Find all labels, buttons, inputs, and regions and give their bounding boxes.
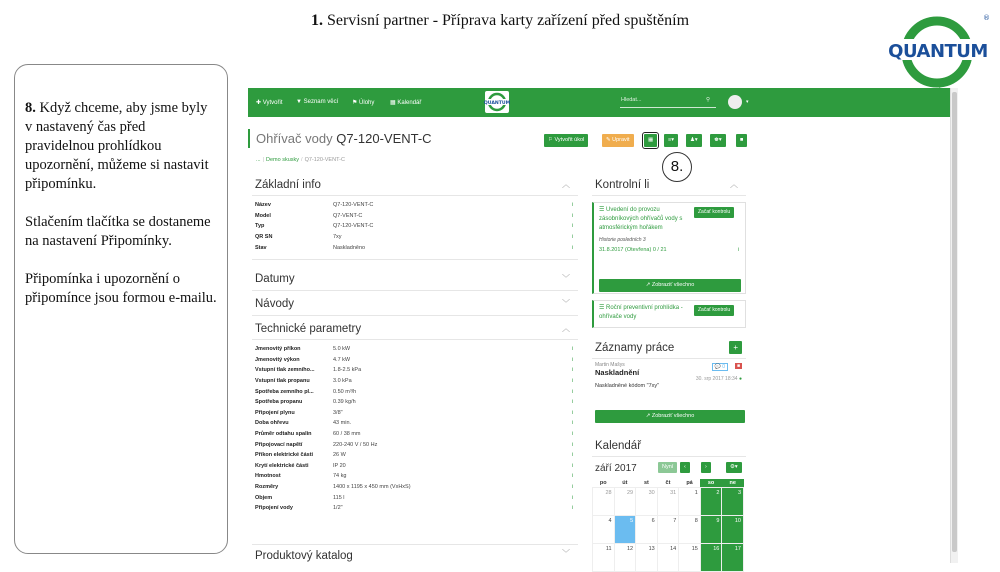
calendar-day[interactable]: 10 bbox=[722, 515, 744, 543]
tech-params-pane bbox=[252, 320, 578, 514]
param-name: Stav bbox=[255, 244, 267, 251]
app-screenshot bbox=[248, 88, 950, 563]
record-datetime: 30. srp 2017 18:34 ● bbox=[695, 376, 742, 382]
slide-title: 1. Servisní partner - Příprava karty zařízení před spuštěním bbox=[310, 12, 690, 29]
weekday-header: pá bbox=[686, 479, 693, 486]
param-name: Vstupní tlak propanu bbox=[255, 378, 310, 385]
chevron-down-icon[interactable]: ﹀ bbox=[562, 274, 570, 283]
svg-text:QUANTUM: QUANTUM bbox=[888, 41, 988, 62]
table-row bbox=[255, 221, 573, 232]
calendar-day[interactable]: 7 bbox=[657, 515, 679, 543]
page-title: Ohřívač vody Q7-120-VENT-C bbox=[256, 131, 432, 146]
catalog-pane[interactable]: Produktový katalog ﹀ bbox=[252, 544, 578, 565]
table-row bbox=[255, 492, 573, 503]
calendar-day[interactable]: 31 bbox=[657, 487, 679, 515]
calendar-day[interactable]: 15 bbox=[679, 543, 701, 571]
guides-pane[interactable]: Návody ﹀ bbox=[252, 295, 578, 316]
param-value: 1.8-2.5 kPa bbox=[333, 367, 362, 374]
param-value: 5.0 kW bbox=[333, 346, 351, 353]
param-value: 74 kg bbox=[333, 473, 347, 480]
param-value: 3/8" bbox=[333, 409, 343, 416]
calendar-settings-button[interactable] bbox=[726, 462, 742, 473]
breadcrumb: ... | Demo skusky / Q7-120-VENT-C bbox=[256, 157, 345, 163]
param-value: Q7-VENT-C bbox=[333, 212, 363, 219]
table-row bbox=[255, 461, 573, 472]
work-records-panel: Záznamy práce + Martin Mašys Naskladnění 💬 0 ■ 30. srp 2017 18:34 ● Naskladněné kódom "7xy" ↗ Zobraziť všechno bbox=[592, 339, 746, 417]
param-name: Spotřeba propanu bbox=[255, 399, 303, 406]
info-icon[interactable]: i bbox=[571, 494, 573, 501]
table-row bbox=[255, 450, 573, 461]
show-all-records-button[interactable]: ↗ Zobraziť všechno bbox=[595, 410, 745, 423]
param-name: Spotřeba zemního pl... bbox=[255, 388, 314, 395]
calendar-day[interactable]: 1 bbox=[679, 487, 701, 515]
basic-info-pane bbox=[252, 176, 578, 260]
info-icon[interactable]: i bbox=[571, 505, 573, 512]
start-check-button[interactable]: Začať kontrolu bbox=[694, 207, 734, 218]
nav-list[interactable]: ▼ Seznam věcí bbox=[296, 99, 339, 105]
user-menu-button[interactable] bbox=[686, 134, 702, 147]
calendar-day[interactable]: 3 bbox=[722, 487, 744, 515]
param-name: Typ bbox=[255, 223, 265, 230]
calendar-day[interactable]: 4 bbox=[593, 515, 615, 543]
group-icon: ♚▾ bbox=[714, 137, 722, 143]
today-button[interactable]: Nyní bbox=[658, 462, 677, 473]
table-row bbox=[255, 232, 573, 243]
calendar-panel: Kalendář září 2017 Nyní ‹ › ⚙▾ po út st čt pá so ne 28 29 30 31 1 2 3 4 5 6 7 8 9 10 11 12 13 14 15 16 17 bbox=[592, 437, 746, 572]
users-icon: ♟▾ bbox=[690, 137, 698, 143]
edit-button[interactable]: ✎ Upravit bbox=[602, 134, 634, 147]
param-value: 0.50 m³/h bbox=[333, 388, 357, 395]
comment-badge[interactable]: 💬 0 bbox=[712, 363, 728, 371]
info-icon[interactable]: i bbox=[571, 244, 573, 251]
create-task-button[interactable]: ⚐ Vytvořit úkol bbox=[544, 134, 588, 147]
param-value: 3.0 kPa bbox=[333, 378, 352, 385]
location-icon: ● bbox=[738, 376, 742, 382]
calendar-day[interactable]: 9 bbox=[700, 515, 722, 543]
param-name: QR SN bbox=[255, 234, 273, 241]
reminder-calendar-button[interactable] bbox=[644, 134, 657, 147]
param-value: 26 W bbox=[333, 452, 346, 459]
param-name: Průměr odtahu spalin bbox=[255, 431, 312, 438]
param-name: Krytí elektrické části bbox=[255, 462, 309, 469]
calendar-day[interactable]: 2 bbox=[700, 487, 722, 515]
table-row bbox=[255, 386, 573, 397]
param-name: Objem bbox=[255, 494, 273, 501]
info-icon[interactable]: i bbox=[571, 378, 573, 385]
table-row bbox=[255, 365, 573, 376]
param-value: 1/2" bbox=[333, 505, 343, 512]
table-row bbox=[255, 376, 573, 387]
info-icon[interactable]: i bbox=[571, 234, 573, 241]
table-row bbox=[255, 471, 573, 482]
search-icon[interactable]: ⚲ bbox=[705, 97, 710, 103]
calendar-day[interactable]: 29 bbox=[614, 487, 636, 515]
table-row bbox=[255, 211, 573, 222]
param-name: Vstupní tlak zemního... bbox=[255, 367, 315, 374]
tech-params-table bbox=[255, 344, 573, 514]
info-icon[interactable]: i bbox=[571, 367, 573, 374]
nav-create[interactable]: ✚ Vytvořit bbox=[256, 100, 283, 106]
table-row bbox=[255, 344, 573, 355]
calendar-day[interactable]: 16 bbox=[700, 543, 722, 571]
weekday-header: čt bbox=[665, 479, 671, 486]
step-marker: 8. bbox=[662, 152, 692, 182]
weekday-header: st bbox=[643, 479, 649, 486]
param-value: Q7-120-VENT-C bbox=[333, 223, 374, 230]
param-value: 4.7 kW bbox=[333, 356, 351, 363]
calendar-day[interactable]: 5 bbox=[614, 515, 636, 543]
param-value: 220-240 V / 50 Hz bbox=[333, 441, 378, 448]
info-icon[interactable]: i bbox=[571, 346, 573, 353]
calendar-day[interactable]: 13 bbox=[636, 543, 658, 571]
param-value: IP 20 bbox=[333, 462, 346, 469]
checklist-title-link-2[interactable]: ☰ Roční preventivní prohlídka - ohřívače vody bbox=[599, 305, 683, 320]
tech-params-header[interactable]: Technické parametry ︿ bbox=[252, 320, 578, 340]
chevron-down-icon[interactable]: ﹀ bbox=[562, 549, 570, 558]
info-icon[interactable]: i bbox=[571, 420, 573, 427]
calendar-day[interactable]: 30 bbox=[636, 487, 658, 515]
quantum-logo bbox=[888, 12, 988, 88]
scrollbar[interactable] bbox=[950, 88, 958, 563]
dates-pane[interactable]: Datumy ﹀ bbox=[252, 270, 578, 291]
param-name: Rozměry bbox=[255, 484, 279, 491]
info-icon[interactable]: i bbox=[571, 441, 573, 448]
chevron-up-icon[interactable]: ︿ bbox=[562, 180, 570, 189]
start-check-button-2[interactable]: Začať kontrolu bbox=[694, 305, 734, 316]
list-icon: ≡▾ bbox=[668, 137, 674, 143]
calendar-day[interactable]: 8 bbox=[679, 515, 701, 543]
param-value: 43 min. bbox=[333, 420, 352, 427]
calendar-day[interactable]: 11 bbox=[593, 543, 615, 571]
nav-logo[interactable] bbox=[485, 91, 509, 113]
info-icon[interactable]: i bbox=[571, 388, 573, 395]
info-icon[interactable]: i bbox=[571, 431, 573, 438]
info-icon[interactable]: i bbox=[571, 462, 573, 469]
next-month-button[interactable]: › bbox=[701, 462, 711, 473]
weekday-header: po bbox=[599, 479, 607, 486]
gear-icon: ⚙▾ bbox=[730, 464, 738, 470]
param-name: Připojení plynu bbox=[255, 409, 295, 416]
nav-calendar[interactable]: ▦ Kalendář bbox=[390, 100, 422, 106]
param-name: Připojení vody bbox=[255, 505, 293, 512]
info-icon[interactable]: i bbox=[571, 484, 573, 491]
basic-info-table bbox=[255, 200, 573, 253]
param-value: Q7-120-VENT-C bbox=[333, 202, 374, 209]
table-row bbox=[255, 439, 573, 450]
info-icon[interactable]: i bbox=[571, 356, 573, 363]
calendar-day[interactable]: 14 bbox=[657, 543, 679, 571]
record-entry: Martin Mašys Naskladnění 💬 0 ■ 30. srp 2017 18:34 ● Naskladněné kódom "7xy" bbox=[595, 362, 742, 389]
info-icon[interactable]: i bbox=[571, 473, 573, 480]
info-icon[interactable]: i bbox=[571, 212, 573, 219]
info-icon: i bbox=[737, 247, 739, 253]
title-accent bbox=[248, 129, 250, 148]
chevron-down-icon[interactable]: ﹀ bbox=[562, 299, 570, 308]
param-name: Jmenovitý příkon bbox=[255, 346, 301, 353]
svg-text:QUANTUM: QUANTUM bbox=[483, 101, 511, 106]
param-name: Příkon elektrické části bbox=[255, 452, 314, 459]
table-row bbox=[255, 200, 573, 211]
add-record-button[interactable]: + bbox=[729, 341, 742, 354]
info-icon[interactable]: i bbox=[571, 223, 573, 230]
param-name: Hmotnost bbox=[255, 473, 281, 480]
weekday-header: út bbox=[622, 479, 628, 486]
avatar[interactable] bbox=[728, 95, 742, 109]
param-name: Připojovací napětí bbox=[255, 441, 303, 448]
trash-icon: ■ bbox=[740, 137, 744, 143]
instruction-callout: 8. Když chceme, aby jsme byly v nastavený čas před pravidelnou prohlídkou upozornění, můžeme si nastavit připomínku. Stlačením tlačítka se dostaneme na nastavení Připomínky. Připomínka i upozornění o připomínce jsou formou e-mailu. bbox=[14, 64, 228, 554]
param-value: Naskladněno bbox=[333, 244, 366, 251]
weekday-header: so bbox=[700, 479, 722, 487]
info-icon[interactable]: i bbox=[571, 399, 573, 406]
param-name: Doba ohřevu bbox=[255, 420, 289, 427]
top-navbar bbox=[248, 88, 950, 117]
table-row bbox=[255, 418, 573, 429]
info-icon[interactable]: i bbox=[571, 452, 573, 459]
basic-info-header[interactable]: Základní info ︿ bbox=[252, 176, 578, 196]
calendar-day[interactable]: 12 bbox=[614, 543, 636, 571]
param-value: 60 / 38 mm bbox=[333, 431, 361, 438]
table-row bbox=[255, 397, 573, 408]
info-icon[interactable]: i bbox=[571, 409, 573, 416]
param-value: 1400 x 1195 x 450 mm (VxHxS) bbox=[333, 484, 411, 491]
weekday-header: ne bbox=[722, 479, 744, 487]
checklist-title-link[interactable]: ☰ Uvedení do provozu zásobníkových ohřívačů vody s atmosférickým hořákem bbox=[599, 207, 683, 231]
history-entry[interactable]: 31.8.2017 (Otevřena) 0 / 21 i bbox=[599, 247, 739, 253]
calendar-icon: ▦ bbox=[648, 137, 654, 143]
info-icon[interactable]: i bbox=[571, 202, 573, 209]
table-row bbox=[255, 408, 573, 419]
nav-tasks[interactable]: ⚑ Úlohy bbox=[352, 100, 375, 106]
table-row bbox=[255, 242, 573, 253]
svg-text:®: ® bbox=[983, 14, 990, 22]
list-menu-button[interactable] bbox=[664, 134, 678, 147]
calendar-day[interactable]: 17 bbox=[722, 543, 744, 571]
checklists-panel: Kontrolní li ︿ ☰ Uvedení do provozu zásobníkových ohřívačů vody s atmosférickým hořákem Začať kontrolu Historie posledních 3 31.8.2017 (Otevřena) 0 / 21 i ↗ Zobraziť všechno ☰ Roční preventivní prohlídka - ohřívače vody Začať kontrolu bbox=[592, 176, 746, 328]
chevron-down-icon[interactable]: ▾ bbox=[746, 99, 749, 105]
calendar-toolbar: září 2017 Nyní ‹ › ⚙▾ bbox=[592, 457, 746, 479]
param-name: Model bbox=[255, 212, 271, 219]
param-name: Název bbox=[255, 202, 271, 209]
table-row bbox=[255, 429, 573, 440]
calendar-day[interactable]: 6 bbox=[636, 515, 658, 543]
table-row bbox=[255, 503, 573, 514]
checklist-card: ☰ Uvedení do provozu zásobníkových ohřívačů vody s atmosférickým hořákem Začať kontrolu Historie posledních 3 31.8.2017 (Otevřena) 0 / 21 i ↗ Zobraziť všechno bbox=[592, 202, 746, 294]
param-name: Jmenovitý výkon bbox=[255, 356, 300, 363]
prev-month-button[interactable]: ‹ bbox=[680, 462, 690, 473]
param-value: 0.39 kg/h bbox=[333, 399, 356, 406]
param-value: 7xy bbox=[333, 234, 342, 241]
delete-record-button[interactable]: ■ bbox=[736, 363, 740, 369]
table-row bbox=[255, 355, 573, 366]
calendar-day[interactable]: 28 bbox=[593, 487, 615, 515]
search-input[interactable]: Hledat... ⚲ bbox=[620, 97, 716, 108]
param-value: 115 l bbox=[333, 494, 345, 501]
table-row bbox=[255, 482, 573, 493]
chevron-up-icon[interactable]: ︿ bbox=[562, 324, 570, 333]
chevron-up-icon[interactable]: ︿ bbox=[730, 180, 738, 189]
group-menu-button[interactable] bbox=[710, 134, 726, 147]
calendar-grid bbox=[592, 479, 744, 572]
checklist-card-2 bbox=[592, 300, 746, 328]
show-all-checks-button[interactable]: ↗ Zobraziť všechno bbox=[599, 279, 741, 292]
delete-button[interactable] bbox=[736, 134, 747, 147]
